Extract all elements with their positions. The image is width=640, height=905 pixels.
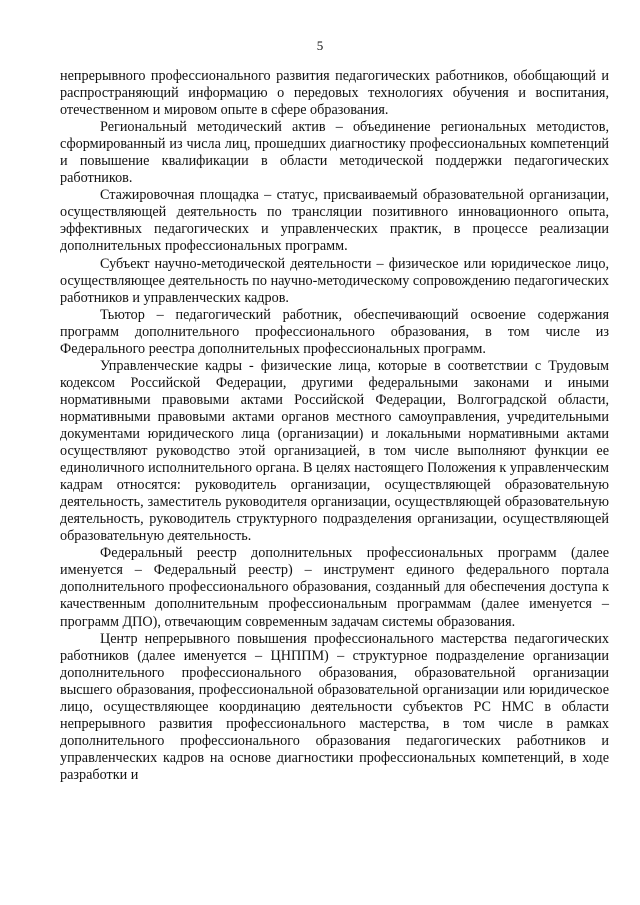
paragraph-cnppm-center: Центр непрерывного повышения профессионального мастерства педагогических работников (далее именуется – ЦНППМ) – структурное подразделение организации дополнительного профессионального образования, образовательной организации высшего образования, профессиональной образовательной организации или юридическое лицо, осуществляющее координацию деятельности субъектов РС НМС в области непрерывного развития профессионального мастерства, в том числе в рамках дополнительного профессионального образования педагогических работников и управленческих кадров на основе диагностики профессиональных компетенций, в ходе разработки и bbox=[60, 630, 609, 783]
paragraph-federal-register: Федеральный реестр дополнительных профессиональных программ (далее именуется – Федеральный реестр) – инструмент единого федерального портала дополнительного профессионального образования, созданный для обеспечения доступа к качественным дополнительным профессиональным программам (далее именуется – программ ДПО), отвечающим современным задачам системы образования. bbox=[60, 545, 609, 630]
paragraph-internship-site: Стажировочная площадка – статус, присваиваемый образовательной организации, осуществляющей деятельность по трансляции позитивного инновационного опыта, эффективных педагогических и управленческих практик, в процессе реализации дополнительных профессиональных программ. bbox=[60, 187, 609, 255]
paragraph-scientific-methodical-subject: Субъект научно-методической деятельности – физическое или юридическое лицо, осуществляющее деятельность по научно-методическому сопровождению педагогических работников и управленческих кадров. bbox=[60, 255, 609, 306]
paragraph-regional-methodical-asset: Региональный методический актив – объединение региональных методистов, сформированный из числа лиц, прошедших диагностику профессиональных компетенций и повышение квалификации в области методической поддержки педагогических работников. bbox=[60, 119, 609, 187]
paragraph-continuation: непрерывного профессионального развития педагогических работников, обобщающий и распространяющий информацию о передовых технологиях обучения и воспитания, отечественном и мировом опыте в сфере образования. bbox=[60, 68, 609, 119]
document-body bbox=[60, 68, 609, 784]
page-number: 5 bbox=[316, 38, 324, 53]
paragraph-management-personnel: Управленческие кадры - физические лица, которые в соответствии с Трудовым кодексом Российской Федерации, другими федеральными законами и иными нормативными правовыми актами Российской Федерации, Волгоградской области, нормативными правовыми актами органов местного самоуправления, учредительными документами юридического лица (организации) и локальными нормативными актами осуществляют руководство этой организацией, в том числе выполняют функции ее единоличного исполнительного органа. В целях настоящего Положения к управленческим кадрам относятся: руководитель организации, осуществляющей образовательную деятельность, заместитель руководителя организации, осуществляющей образовательную деятельность, руководитель структурного подразделения организации, осуществляющей образовательную деятельность. bbox=[60, 357, 609, 545]
paragraph-tutor: Тьютор – педагогический работник, обеспечивающий освоение содержания программ дополнительного профессионального образования, в том числе из Федерального реестра дополнительных профессиональных программ. bbox=[60, 306, 609, 357]
